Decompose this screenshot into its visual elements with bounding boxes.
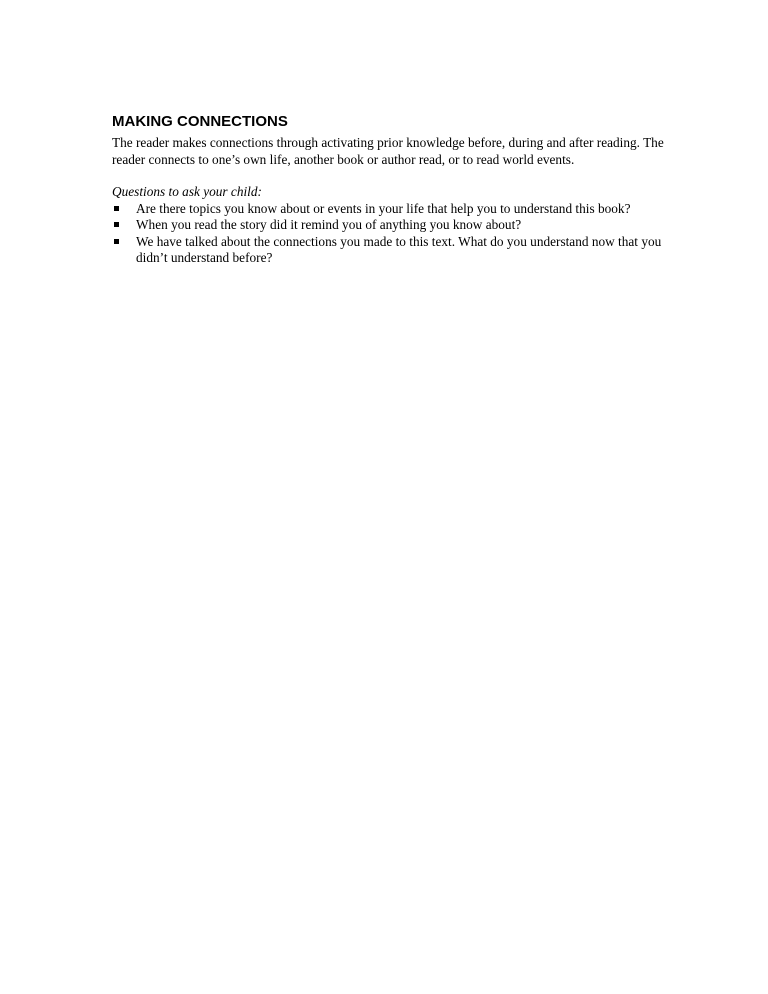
question-item xyxy=(112,217,672,234)
intro-paragraph: The reader makes connections through activating prior knowledge before, during and after reading. The reader connects to one’s own life, another book or author read, or to read world events. xyxy=(112,135,664,167)
questions-label: Questions to ask your child: xyxy=(112,184,262,199)
square-bullet-icon xyxy=(114,206,119,211)
square-bullet-icon xyxy=(114,222,119,227)
question-item xyxy=(112,201,672,218)
questions-list xyxy=(112,201,672,267)
square-bullet-icon xyxy=(114,239,119,244)
question-item xyxy=(112,234,672,267)
question-text: We have talked about the connections you made to this text. What do you understand now that you didn’t understand before? xyxy=(136,233,662,265)
section-heading: MAKING CONNECTIONS xyxy=(112,113,288,130)
question-text: Are there topics you know about or events in your life that help you to understand this book? xyxy=(136,200,631,216)
question-text: When you read the story did it remind you of anything you know about? xyxy=(136,217,522,232)
document-content xyxy=(112,113,672,267)
